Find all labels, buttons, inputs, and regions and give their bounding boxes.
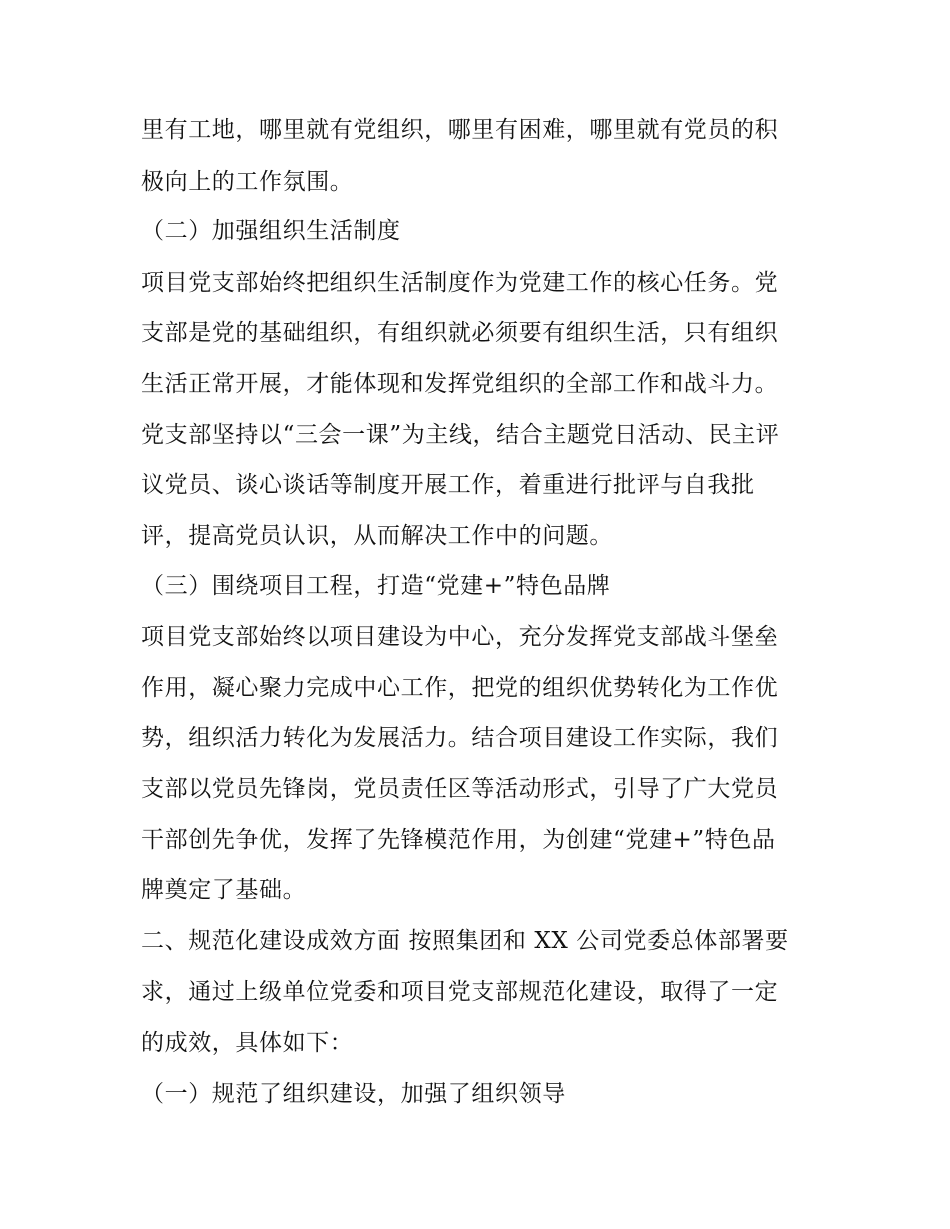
text-line: 里有工地，哪里就有党组织，哪里有困难，哪里就有党员的积 (141, 117, 779, 143)
text-line: 项目党支部始终以项目建设为中心，充分发挥党支部战斗堡垒 (141, 624, 779, 650)
section-heading: （二）加强组织生活制度 (141, 218, 401, 244)
section-heading: 二、规范化建设成效方面 按照集团和 XX 公司党委总体部署要 (141, 928, 789, 954)
text-line: 作用，凝心聚力完成中心工作，把党的组织优势转化为工作优 (141, 675, 779, 701)
section-heading: （一）规范了组织建设，加强了组织领导 (141, 1081, 566, 1107)
text-line: 牌奠定了基础。 (141, 877, 307, 903)
text-line: 干部创先争优，发挥了先锋模范作用，为创建“党建+”特色品 (141, 827, 776, 853)
section-heading: （三）围绕项目工程，打造“党建+”特色品牌 (141, 573, 611, 599)
text-line: 支部是党的基础组织，有组织就必须要有组织生活，只有组织 (141, 320, 779, 346)
text-line: 势，组织活力转化为发展活力。结合项目建设工作实际，我们 (141, 725, 779, 751)
text-line: 项目党支部始终把组织生活制度作为党建工作的核心任务。党 (141, 270, 779, 296)
text-line: 极向上的工作氛围。 (141, 169, 354, 195)
text-line: 支部以党员先锋岗，党员责任区等活动形式，引导了广大党员 (141, 776, 779, 802)
text-line: 求，通过上级单位党委和项目党支部规范化建设，取得了一定 (141, 979, 779, 1005)
text-line: 评，提高党员认识，从而解决工作中的问题。 (141, 523, 613, 549)
text-line: 的成效，具体如下： (141, 1030, 354, 1056)
text-line: 议党员、谈心谈话等制度开展工作，着重进行批评与自我批 (141, 472, 755, 498)
text-line: 党支部坚持以“三会一课”为主线，结合主题党日活动、民主评 (141, 422, 780, 448)
text-line: 生活正常开展，才能体现和发挥党组织的全部工作和战斗力。 (141, 371, 779, 397)
